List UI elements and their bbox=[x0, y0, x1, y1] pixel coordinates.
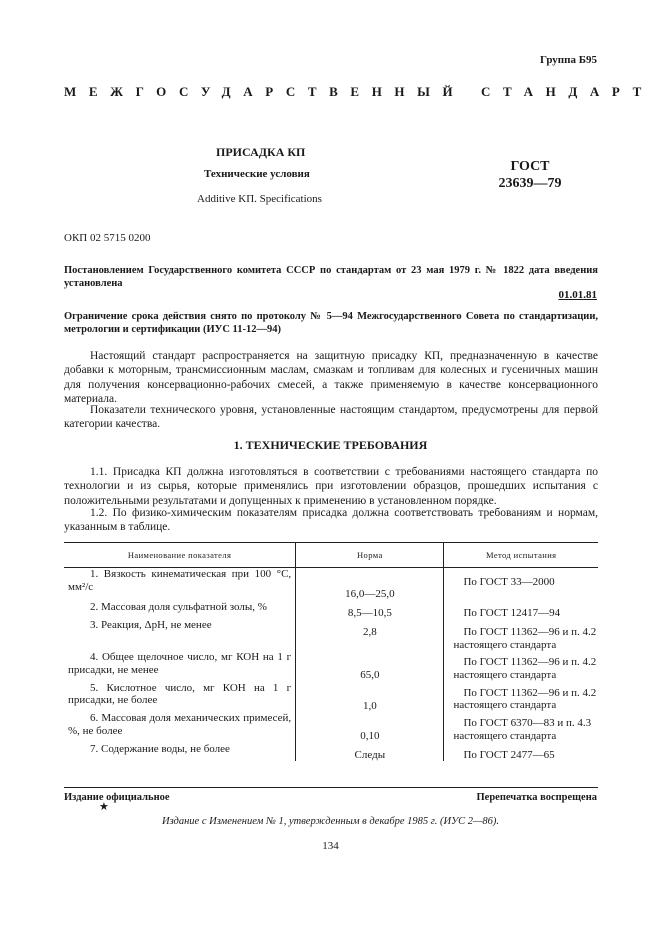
section-heading: 1. ТЕХНИЧЕСКИЕ ТРЕБОВАНИЯ bbox=[233, 438, 428, 452]
star-icon: ★ bbox=[99, 801, 109, 813]
english-title: Additive KП. Specifications bbox=[197, 193, 322, 205]
table-row bbox=[64, 601, 598, 620]
intro-paragraph: Показатели технического уровня, установленные настоящим стандартом, предусмотрены для первой категории качества. bbox=[64, 404, 598, 431]
table-row bbox=[64, 619, 598, 651]
clause-paragraph: 1.1. Присадка КП должна изготовляться в соответствии с требованиями настоящего стандарта по технологии и из сырья, которые применялись при изготовлении образцов, прошедших испытания с положительными результатами и допущенных к применению в установленном порядке. bbox=[64, 466, 598, 507]
okp-code: ОКП 02 5715 0200 bbox=[64, 232, 151, 244]
table-row bbox=[64, 712, 598, 743]
row-norm: 0,10 bbox=[296, 712, 444, 743]
gost-designation bbox=[490, 158, 570, 192]
column-header-norm: Норма bbox=[296, 543, 444, 568]
standard-banner: МЕЖГОСУДАРСТВЕННЫЙ СТАНДАРТ bbox=[64, 84, 654, 99]
row-norm: 16,0—25,0 bbox=[296, 568, 444, 601]
table-row bbox=[64, 651, 598, 682]
row-name: 5. Кислотное число, мг КОН на 1 г присадки, не более bbox=[68, 681, 292, 706]
footer-divider bbox=[64, 787, 598, 788]
table-header-row bbox=[64, 543, 598, 568]
table-row bbox=[64, 568, 598, 601]
row-method: По ГОСТ 6370—83 и п. 4.3 настоящего стандарта bbox=[444, 712, 598, 743]
row-method: По ГОСТ 11362—96 и п. 4.2 настоящего стандарта bbox=[444, 682, 598, 713]
column-header-name: Наименование показателя bbox=[64, 543, 296, 568]
column-header-method: Метод испытания bbox=[444, 543, 598, 568]
group-code: Группа Б95 bbox=[540, 54, 597, 66]
page-number: 134 bbox=[322, 840, 339, 852]
row-method: По ГОСТ 33—2000 bbox=[444, 568, 598, 601]
decree-text: Постановлением Государственного комитета СССР по стандартам от 23 мая 1979 г. № 1822 дата введения установлена bbox=[64, 265, 598, 289]
row-name: 4. Общее щелочное число, мг КОН на 1 г присадки, не менее bbox=[68, 651, 292, 676]
row-name: 2. Массовая доля сульфатной золы, % bbox=[90, 600, 267, 613]
restriction-text: Ограничение срока действия снято по протоколу № 5—94 Межгосударственного Совета по стандартизации, метрологии и сертификации (ИУС 11-12—94) bbox=[64, 311, 598, 335]
edition-note: Издание с Изменением № 1, утвержденным в декабре 1985 г. (ИУС 2—86). bbox=[162, 816, 499, 827]
intro-date: 01.01.81 bbox=[558, 289, 597, 301]
row-norm: 1,0 bbox=[296, 682, 444, 713]
gost-number: 23639—79 bbox=[498, 176, 562, 191]
row-name: 3. Реакция, ΔpH, не менее bbox=[90, 619, 212, 631]
reprint-prohibited-label: Перепечатка воспрещена bbox=[476, 792, 597, 803]
table-row bbox=[64, 743, 598, 762]
row-name: 7. Содержание воды, не более bbox=[90, 742, 230, 755]
row-method: По ГОСТ 12417—94 bbox=[444, 601, 598, 620]
row-name: 6. Массовая доля механических примесей, %, не более bbox=[68, 712, 292, 737]
row-norm: 2,8 bbox=[296, 619, 444, 651]
intro-paragraph: Настоящий стандарт распространяется на защитную присадку КП, предназначенную в качестве добавки к моторным, трансмиссионным маслам, смазкам и топливам для колесных и гусеничных машин для получения консервационно-рабочих смесей, а также применяемую в качестве консервационного материала. bbox=[64, 350, 598, 405]
row-method: По ГОСТ 11362—96 и п. 4.2 настоящего стандарта bbox=[444, 651, 598, 682]
row-method: По ГОСТ 11362—96 и п. 4.2 настоящего стандарта bbox=[444, 619, 598, 651]
row-method: По ГОСТ 2477—65 bbox=[444, 743, 598, 762]
document-subtitle: Технические условия bbox=[204, 168, 310, 180]
table-row bbox=[64, 682, 598, 713]
gost-label: ГОСТ bbox=[510, 159, 550, 174]
row-norm: Следы bbox=[296, 743, 444, 762]
requirements-table bbox=[64, 542, 598, 761]
row-name: 1. Вязкость кинематическая при 100 °С, мм²/с bbox=[68, 568, 292, 593]
clause-paragraph: 1.2. По физико-химическим показателям присадка должна соответствовать требованиям и нормам, указанным в таблице. bbox=[64, 507, 598, 534]
row-norm: 65,0 bbox=[296, 651, 444, 682]
row-norm: 8,5—10,5 bbox=[296, 601, 444, 620]
document-title: ПРИСАДКА КП bbox=[216, 145, 306, 159]
official-edition-label: Издание официальное bbox=[64, 792, 170, 803]
